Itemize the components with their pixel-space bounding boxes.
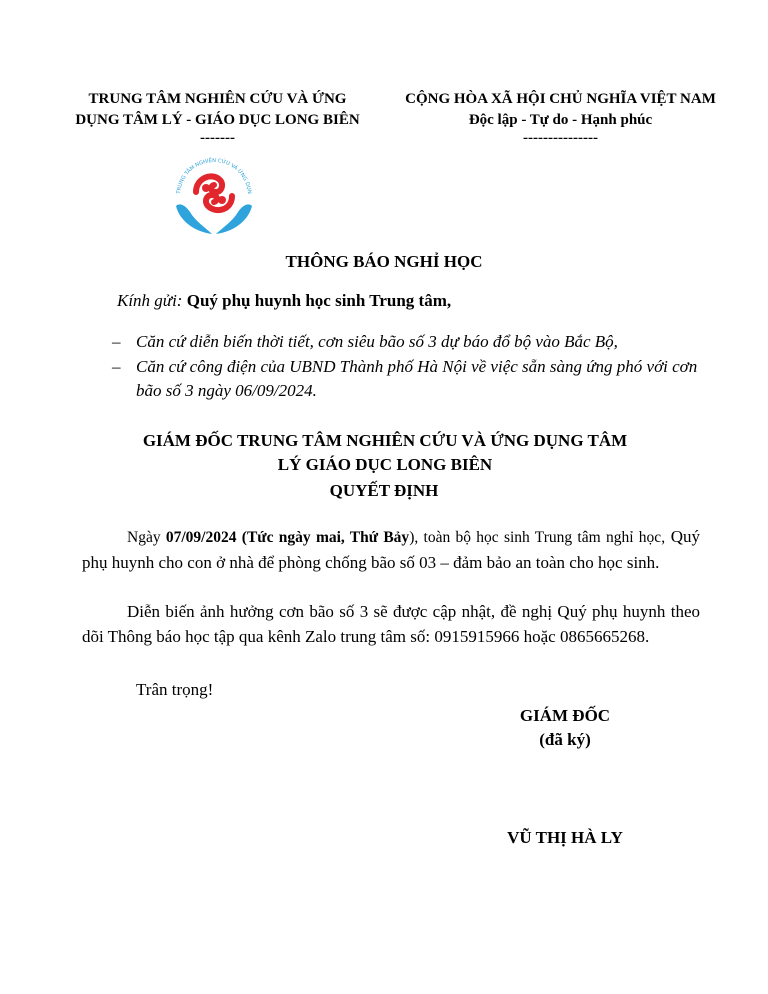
closure-day-note [242,529,409,546]
update-paragraph: Diễn biến ảnh hưởng cơn bão số 3 sẽ được cập nhật, đề nghị Quý phụ huynh theo dõi Thông báo học tập qua kênh Zalo trung tâm số: 0915915966 hoặc 0865665268. [82,602,700,646]
organization-header [50,89,385,145]
bullet-marker: – [112,357,121,376]
authority-line1: GIÁM ĐỐC TRUNG TÂM NGHIÊN CỨU VÀ ỨNG DỤNG TÂM [142,431,628,450]
basis-item [112,330,712,354]
salutation [117,289,451,313]
decision-paragraph [82,524,700,575]
paren-text: Tức ngày mai, Thứ Bảy [246,529,410,546]
issuing-authority [100,429,670,477]
salutation-recipient: Quý phụ huynh học sinh Trung tâm, [186,291,452,310]
decision-first-line [127,529,665,546]
org-name-line2: DỤNG TÂM LÝ - GIÁO DỤC LONG BIÊN [75,112,360,128]
bullet-marker: – [112,332,121,351]
nation-motto: Độc lập - Tự do - Hạnh phúc [468,112,653,128]
nation-divider: --------------- [523,130,598,146]
nation-name: CỘNG HÒA XÃ HỘI CHỦ NGHĨA VIỆT NAM [405,91,716,107]
svg-text:TRUNG TÂM NGHIÊN CỨU VÀ ỨNG DỤ: TRUNG TÂM NGHIÊN CỨU VÀ ỨNG DỤN [176,157,252,195]
organization-logo-icon [166,148,262,244]
decision-heading: QUYẾT ĐỊNH [329,481,439,500]
paren-close: ) [409,529,415,546]
decision-rest: Quý phụ huynh cho con ở nhà để phòng chống bão số 03 – đảm bảo an toàn cho học sinh. [82,527,701,572]
basis-text: Căn cứ công điện của UBND Thành phố Hà Nội về việc sẵn sàng ứng phó với cơn bão số 3 ngày 06/09/2024. [136,357,698,400]
authority-line2: LÝ GIÁO DỤC LONG BIÊN [277,455,493,474]
signed-note: (đã ký) [539,730,591,749]
closing-greeting: Trân trọng! [136,680,214,699]
basis-item [112,355,712,403]
document-title: THÔNG BÁO NGHỈ HỌC [285,252,483,271]
org-divider: ------- [200,130,235,146]
paren-open: ( [241,529,247,546]
signer-name: VŨ THỊ HÀ LY [507,828,623,847]
basis-text: Căn cứ diễn biến thời tiết, cơn siêu bão số 3 dự báo đổ bộ vào Bắc Bộ, [136,332,618,351]
national-motto-header [383,89,738,145]
text-prefix: Ngày [127,529,166,546]
text-rest-line1: , toàn bộ học sinh Trung tâm nghỉ học, [414,529,666,546]
closure-date: 07/09/2024 [165,529,237,546]
signer-title: GIÁM ĐỐC [519,706,611,725]
signature-block [500,704,630,752]
org-name-line1: TRUNG TÂM NGHIÊN CỨU VÀ ỨNG [88,91,347,107]
salutation-label: Kính gửi: [117,291,183,310]
